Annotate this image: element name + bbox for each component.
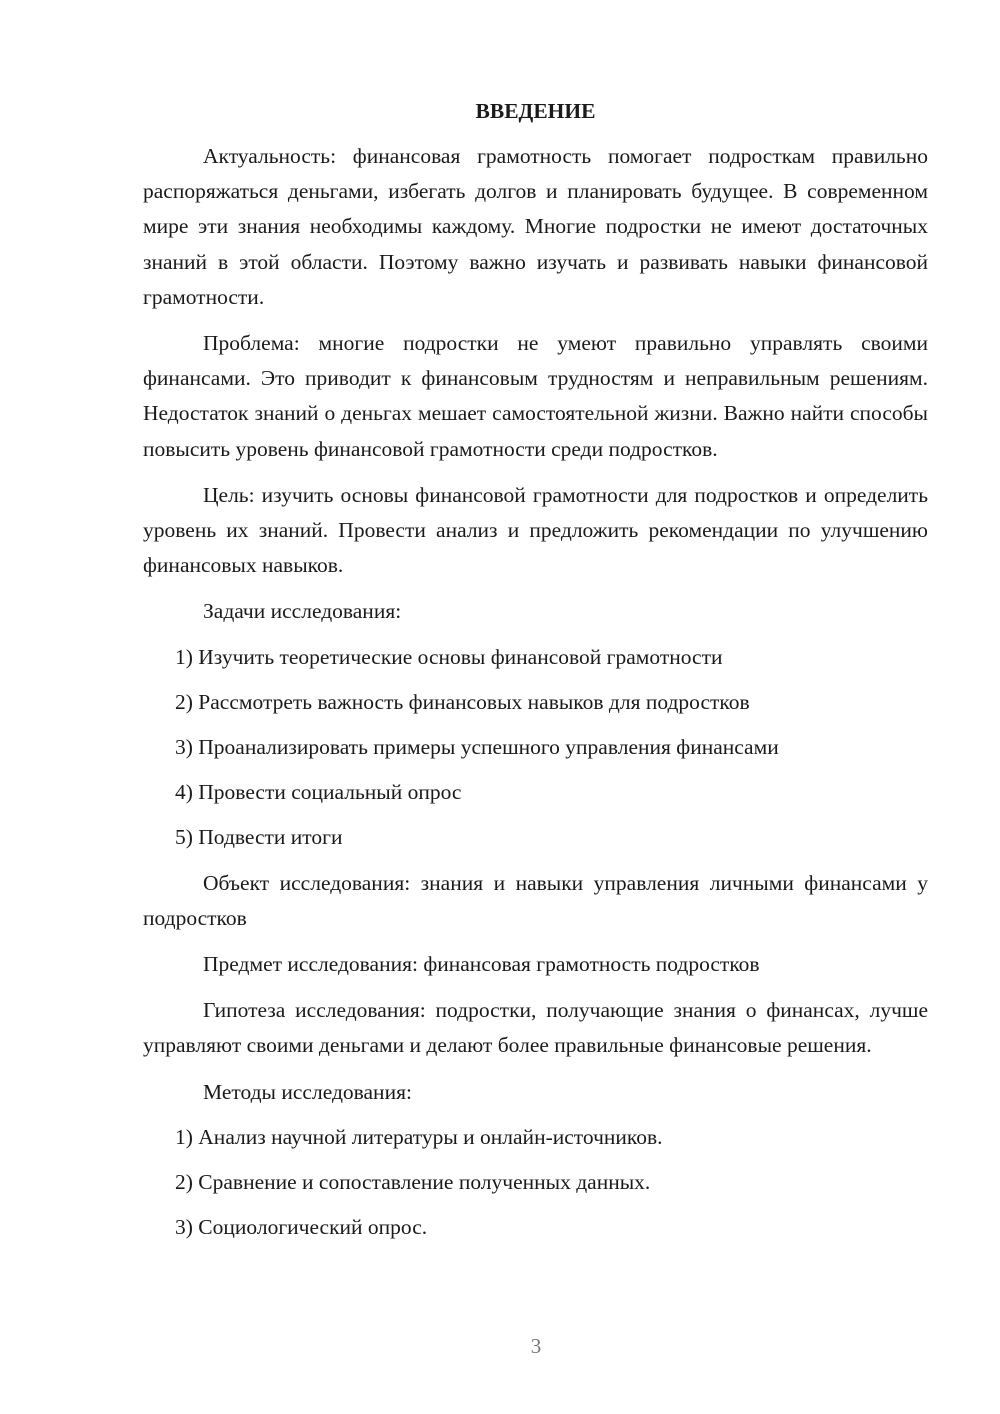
methods-title: Методы исследования: <box>203 1079 412 1104</box>
list-item: 4) Провести социальный опрос <box>175 780 462 805</box>
subject-paragraph: Предмет исследования: финансовая грамотность подростков <box>203 952 760 977</box>
hypothesis-paragraph: Гипотеза исследования: подростки, получающие знания о финансах, лучше управляют своими деньгами и делают более правильные финансовые решения. <box>143 998 928 1058</box>
page-content <box>143 95 928 1255</box>
list-item: 3) Проанализировать примеры успешного управления финансами <box>175 735 779 760</box>
list-item: 3) Социологический опрос. <box>175 1215 428 1240</box>
list-item: 1) Анализ научной литературы и онлайн-источников. <box>175 1124 663 1149</box>
page-number: 3 <box>530 1334 542 1358</box>
list-item: 2) Сравнение и сопоставление полученных данных. <box>175 1170 651 1195</box>
tasks-title: Задачи исследования: <box>203 599 402 624</box>
section-heading: ВВЕДЕНИЕ <box>475 99 596 123</box>
problem-paragraph: Проблема: многие подростки не умеют правильно управлять своими финансами. Это приводит к финансовым трудностям и неправильным решениям. Недостаток знаний о деньгах мешает самостоятельной жизни. Важно найти способы повысить уровень финансовой грамотности среди подростков. <box>143 331 928 461</box>
list-item: 5) Подвести итоги <box>175 825 343 850</box>
relevance-paragraph: Актуальность: финансовая грамотность помогает подросткам правильно распоряжаться деньгами, избегать долгов и планировать будущее. В современном мире эти знания необходимы каждому. Многие подростки не имеют достаточных знаний в этой области. Поэтому важно изучать и развивать навыки финансовой грамотности. <box>143 144 928 309</box>
list-item: 2) Рассмотреть важность финансовых навыков для подростков <box>175 689 750 714</box>
goal-paragraph: Цель: изучить основы финансовой грамотности для подростков и определить уровень их знаний. Провести анализ и предложить рекомендации по улучшению финансовых навыков. <box>143 482 928 578</box>
object-paragraph: Объект исследования: знания и навыки управления личными финансами у подростков <box>143 870 928 930</box>
list-item: 1) Изучить теоретические основы финансовой грамотности <box>175 644 723 669</box>
